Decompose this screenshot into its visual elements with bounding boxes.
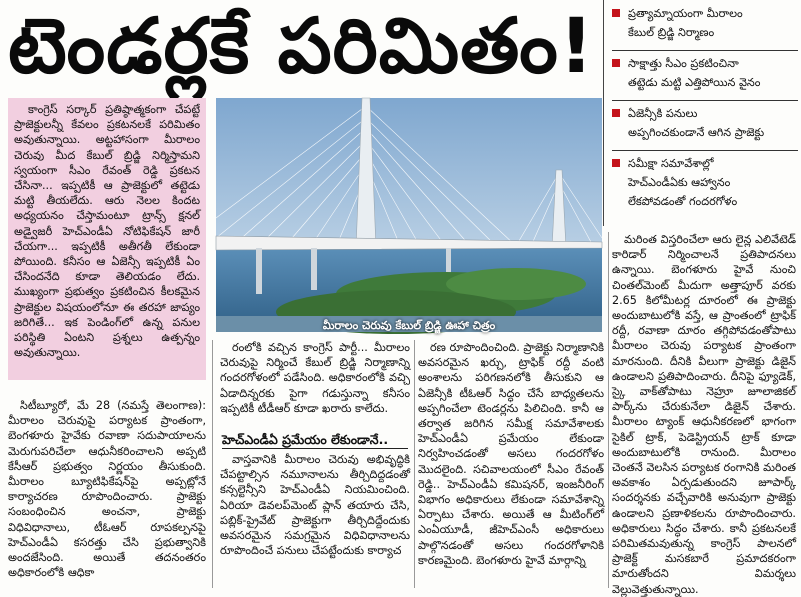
red-square-bullet-icon: [612, 159, 620, 167]
highlight-divider: [612, 100, 798, 101]
sub-heading-rule: [222, 448, 408, 449]
highlight-divider: [612, 50, 798, 51]
column-rule: [608, 232, 609, 588]
column-rule: [414, 340, 415, 588]
summary-box: [8, 98, 206, 380]
highlight-item: సాక్షాత్తు సీఎం ప్రకటించినా తట్టెడు మట్టి ఎత్తిపోయిన వైనం: [612, 54, 760, 92]
highlight-item: సమీక్షా సమావేశాల్లో హెచ్‌ఎండీఏకు ఆహ్వానం లేకపోవడంతో గందరగోళం: [612, 154, 737, 211]
column-rule: [212, 340, 213, 588]
article-column-1: సిటీబ్యూరో, మే 28 (నమస్తే తెలంగాణ): మీరాలం చెరువుపై పర్యాటక ప్రాంతంగా, బెంగళూరు హైవేకు రవాణా సదుపాయాలను మెరుగుపరిచేలా ఆధునీకరించాలని అప్పటి కేసీఆర్‌ ప్రభుత్వం నిర్ణయం తీసుకుంది. మీరాలం బ్యూటిఫికేషన్‌పై అప్పట్లోనే కార్యాచరణ రూపొందించారు. ప్రాజెక్టు సంబంధించిన అంచనా, ప్రాజెక్టు విధివిధానాలు, టీఓఆర్‌ రూపకల్పనపై హెచ్‌ఎండీఏ కసరత్తు చేసి ప్రభుత్వానికి అందజేసింది. అయితే తదనంతరం అధికారంలోకి ఆధికా: [8, 399, 206, 580]
red-square-bullet-icon: [612, 109, 620, 117]
highlights-box: [603, 0, 801, 226]
article-column-3: రణ రూపొందించింది. ప్రాజెక్టు నిర్మాణానికి అవసరమైన ఖర్చు, ట్రాఫిక్‌ రద్దీ వంటి అంశాలను పరిగణనలోకి తీసుకుని ఆ ఏజెన్సీకి టీఓఆర్‌ సిద్ధం చేసే బాధ్యతలను అప్పగించేలా టెండర్లను పిలిచింది. కానీ ఆ తర్వాత జరిగిన సమీక్ష సమావేశాలకు హెచ్‌ఎండీఏ ప్రమేయం లేకుండా నిర్వహించడంతో అసలు గందరగోళం మొదలైంది. సచివాలయంలో సీఎం రేవంత్‌ రెడ్డి.. హెచ్‌ఎండీఏ కమిషనర్‌, ఇంజనీరింగ్‌ విభాగం అధికారులు లేకుండా సమావేశాన్ని ఏర్పాటు చేశారు. అయితే ఆ మీటింగ్‌లో ఎంఏయూడీ, జీహెచ్‌ఎంసీ అధికారులు పాల్గొనడంతో అసలు గందరగోళానికి కారణమైంది. బెంగళూరు హైవే మార్గాన్ని: [418, 341, 604, 567]
bridge-illustration: [216, 98, 602, 332]
red-square-bullet-icon: [612, 9, 620, 17]
article-column-2-continued: వాస్తవానికి మీరాలం చెరువు అభివృద్ధికి చేపట్టాల్సిన నమూనాలను తీర్చిదిద్దడంతో కన్సల్టెన్సీని హెచ్‌ఎండీఏ నియమించింది. ఏరియా డెవలప్‌మెంట్‌ ప్లాన్‌ తయారు చేసి, పబ్లిక్‌-ప్రైవేట్‌ ప్రాజెక్టుగా తీర్చిదిద్దేందుకు అవసరమైన సమగ్రమైన విధివిధానాలను రూపొందించే పనులు చేపట్టేందుకు కార్యాచ: [220, 453, 410, 558]
sub-heading: హెచ్‌ఎండీఏ ప్రమేయం లేకుండానే..: [222, 432, 389, 447]
article-column-4: మరింత విస్తరించేలా ఆరు లైన్ల ఎలివేటెడ్‌ కారిడార్‌ నిర్మించాలనే ప్రతిపాదనలు ఉన్నాయి. బెంగళూరు హైవే నుంచి చింతల్‌మెంట్‌ మీదుగా అత్తాపూర్‌ వరకు 2.65 కిలోమీటర్ల దూరంలో ఈ ప్రాజెక్టు అందుబాటులోకి వస్తే, ఆ ప్రాంతంలో ట్రాఫిక్‌ రద్దీ, రవాణా దూరం తగ్గిపోవడంతోపాటు మీరాలం చెరువు పర్యాటక ప్రాంతంగా మారనుంది. దీనికి వీలుగా ప్రాజెక్టు డిజైన్‌ ఉండాలని ప్రతిపాదించారు. దీనిపై ఫ్యూడెక్‌, స్కై వాక్‌తోపాటు నెహ్రూ జూలాజికల్‌ పార్క్‌ను చేరుకునేలా డిజైన్‌ చేశారు. మీరాలం ట్యాంక్‌ ఆధునీకరణలో భాగంగా సైకిల్‌ ట్రాక్‌, పెడెస్ట్రియన్‌ ట్రాక్‌ కూడా అందుబాటులోకి రానుంది. మీరాలం చెంతనే వెలసిన పర్యాటక రంగానికి మరింత అవకాశం ఏర్పడుతుందని జూపార్క్‌ సందర్శనకు వచ్చేవారికి అనువుగా ప్రాజెక్టు ఉండాలని ప్రణాళికలను రూపొందించారు. అధికారులు సిద్ధం చేశారు. కానీ ప్రకటనలకే పరిమితమవుతున్న కాంగ్రెస్‌ పాలనలో ప్రాజెక్ట్‌ మసకబారే ప్రమాదకరంగా మారుతోందని విమర్శలు వెల్లువెత్తుతున్నాయి.: [612, 233, 796, 596]
photo-caption: మీరాలం చెరువు కేబుల్‌ బ్రిడ్జి ఊహా చిత్రం: [322, 319, 496, 332]
highlight-item: ఏజెన్సీకి పనులు అప్పగించకుండానే ఆగిన ప్రాజెక్టు: [612, 104, 764, 142]
article-column-2: రంలోకి వచ్చిన కాంగ్రెస్‌ పార్టీ... మీరాలం చెరువుపై నిర్మించే కేబుల్‌ బ్రిడ్జి నిర్మాణాన్ని గందరగోళంలో పడేసింది. అధికారంలోకి వచ్చి ఏడాదిన్నరకు పైగా గడుస్తున్నా కనీసం ఇప్పటికీ టీడీఆర్‌ కూడా ఖరారు కాలేదు.: [220, 341, 410, 415]
highlight-item: ప్రత్యామ్నాయంగా మీరాలం కేబుల్‌ బ్రిడ్జి నిర్మాణం: [612, 4, 743, 42]
summary-text: కాంగ్రెస్‌ సర్కార్‌ ప్రతిష్ఠాత్మకంగా చేపట్టే ప్రాజెక్టులన్నీ కేవలం ప్రకటనలకే పరిమితం అవుతున్నాయి. అట్టహాసంగా మీరాలం చెరువు మీద కేబుల్‌ బ్రిడ్జి నిర్మిస్తామని స్వయంగా సీఎం రేవంత్‌ రెడ్డి ప్రకటన చేసినా... ఇప్పటికీ ఆ ప్రాజెక్టులో తట్టెడు మట్టి తీయలేదు. ఆరు నెలల కిందట అధ్యయనం చేస్తామంటూ ట్రాన్స్‌ క్షనల్‌ అడ్వైజరీ హెచ్‌ఎండీఏ నోటిఫికేషన్‌ జారీ చేయగా... ఇప్పటికీ అతీగతీ లేకుండా పోయింది. కనీసం ఆ ఏజెన్సీ ఇప్పటికీ ఏం చేసిందనేది కూడా తెలియడం లేదు. ముఖ్యంగా ప్రభుత్వం ప్రకటించిన కీలకమైన ప్రాజెక్టుల విషయంలోనూ ఈ తరహా జాప్యం జరిగితే... ఇక పెండింగ్‌లో ఉన్న పనుల పరిస్థితి ఏంటని ప్రశ్నలు ఉత్పన్నం అవుతున్నాయి.: [14, 103, 200, 360]
red-square-bullet-icon: [612, 59, 620, 67]
highlight-divider: [612, 150, 798, 151]
headline: టెండర్లకే పరిమితం!: [8, 1, 595, 90]
